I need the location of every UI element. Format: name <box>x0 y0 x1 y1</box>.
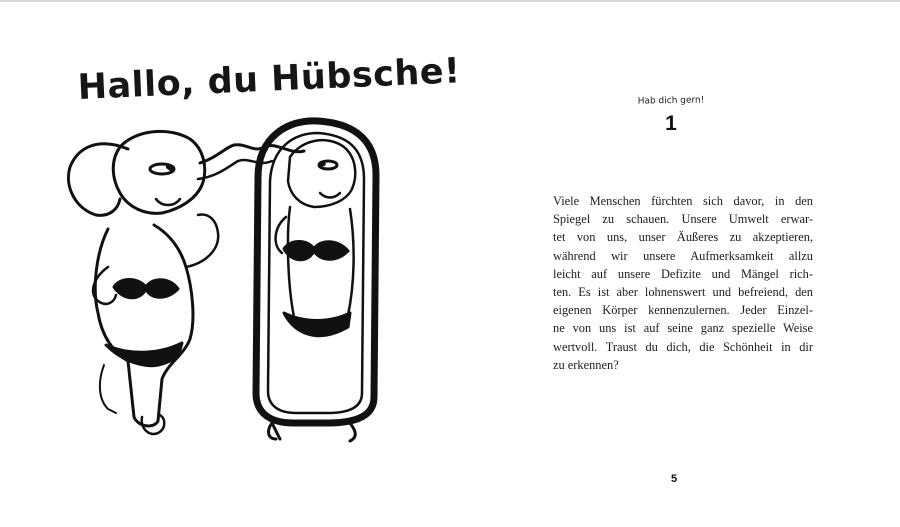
paragraph-line: Viele Menschen fürchten sich davor, in den <box>553 194 813 208</box>
paragraph-line: leicht auf unsere Defizite und Mängel rich- <box>553 266 813 281</box>
chapter-number: 1 <box>665 112 677 135</box>
body-paragraph <box>553 192 813 374</box>
paragraph-line: wertvoll. Traust du dich, die Schönheit in dir <box>553 339 813 354</box>
elephant-pupil <box>168 167 172 170</box>
reflection-pupil <box>320 164 324 166</box>
book-spread <box>0 2 900 527</box>
mirror-foot-right <box>350 423 355 441</box>
elephant-bikini-top <box>114 280 178 298</box>
paragraph-line: ne von uns ist auf seine ganz spezielle Weise <box>553 321 813 336</box>
elephant-mirror-illustration <box>58 117 388 447</box>
illustration-title: Hallo, du Hübsche! <box>76 51 462 108</box>
mirror-foot-left <box>269 423 280 439</box>
paragraph-line: ten. Es ist aber lohnenswert und befreiend, den <box>553 285 813 300</box>
elephant-body <box>95 225 193 426</box>
paragraph-line: zu erkennen? <box>553 357 619 372</box>
paragraph-line: eigenen Körper kennenzulernen. Jeder Einzel- <box>553 303 813 318</box>
reflection-mouth <box>320 193 340 198</box>
page-number: 5 <box>670 473 678 485</box>
paragraph-line: tet von uns, unser Äußeres zu akzeptieren, <box>553 230 813 245</box>
right-page <box>450 2 900 527</box>
reflection-body-outline <box>288 207 354 317</box>
elephant-mouth <box>156 199 180 205</box>
chapter-kicker: Hab dich gern! <box>637 95 705 107</box>
reflection-bikini-top <box>284 242 348 260</box>
elephant-bikini-bottom <box>106 343 182 366</box>
left-page <box>0 2 462 527</box>
mirror-frame <box>256 121 376 423</box>
elephant-tail <box>100 365 116 413</box>
elephant-ear <box>68 144 128 215</box>
elephant-arm-right <box>186 215 218 267</box>
paragraph-line: Spiegel zu schauen. Unsere Umwelt erwar- <box>553 212 813 227</box>
paragraph-line: während wir unsere Aufmerksamkeit allzu <box>553 248 813 263</box>
mirror-inner-edge <box>268 133 364 413</box>
